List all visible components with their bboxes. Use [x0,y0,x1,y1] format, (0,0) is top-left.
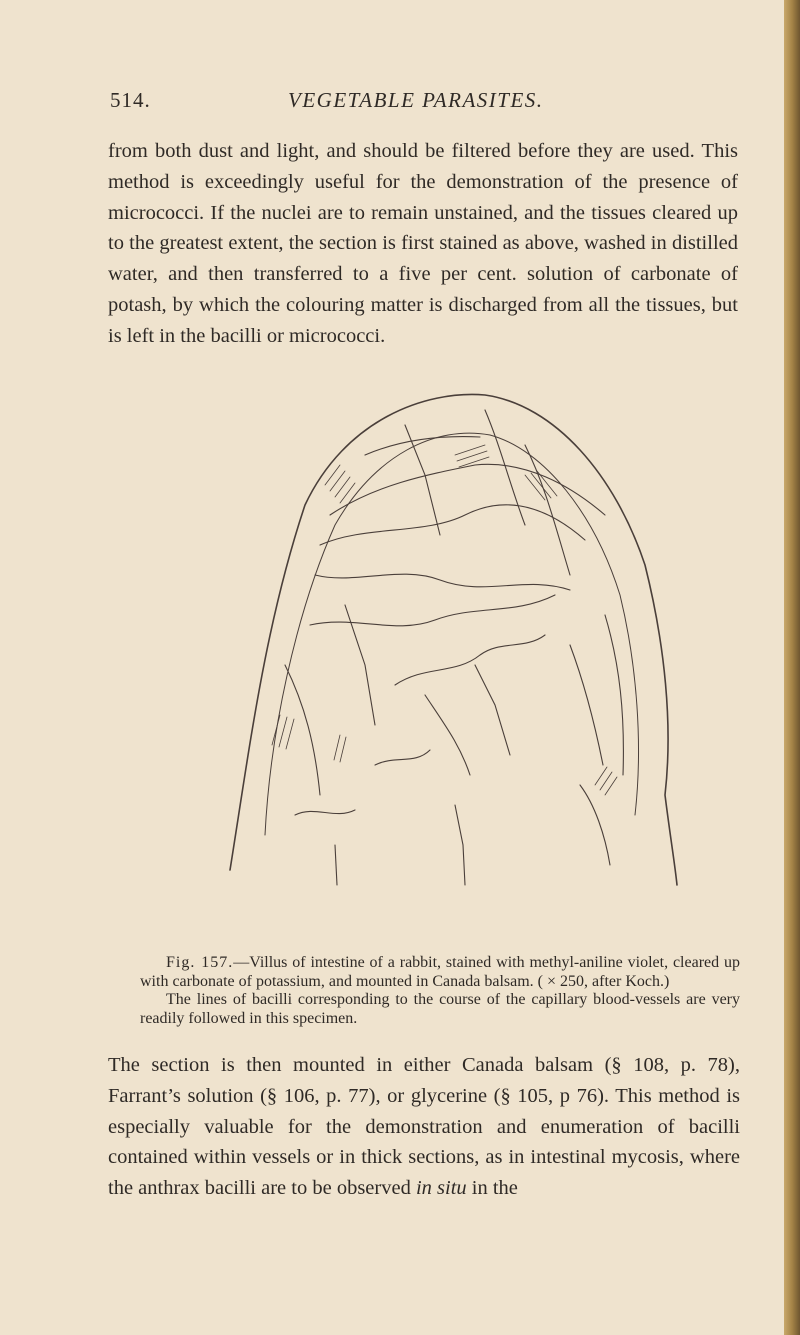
page-header [110,88,710,118]
figure-villus-illustration [225,365,680,920]
body-paragraph-bottom [108,1050,740,1204]
figure-label: Fig. 157. [166,954,234,971]
running-title: VEGETABLE PARASITES. [288,88,544,112]
page-number: 514. [110,88,151,112]
page-edge [784,0,800,1335]
figure-caption [140,954,740,1028]
caption-note: The lines of bacilli corresponding to the course of the capillary blood-vessels are very readily followed in this specimen. [140,991,740,1027]
body-paragraph-top: from both dust and light, and should be filtered before they are used. This method is exceedingly useful for the demonstration of the presence of micrococci. If the nuclei are to remain unstained, and the tissues cleared up to the greatest extent, the section is first stained as above, washed in distilled water, and then transferred to a five per cent. solution of carbonate of potash, by which the colouring matter is discharged from all the tissues, but is left in the bacilli or micrococci. [108,140,738,347]
in-situ-italic: in situ [415,1177,467,1200]
paragraph-bottom-tail: in the [471,1177,518,1200]
paragraph-bottom-text: The section is then mounted in either Canada balsam (§ 108, p. 78), Farrant’s solution (§ 106, p. 77), or glycerine (§ 105, p 76). This method is especially valuable for the demonstration and enumeration of bacilli contained within vessels or in thick sections, as in intestinal mycosis, where the anthrax bacilli are to be observed [108,1054,740,1200]
caption-text: —Villus of intestine of a rabbit, stained with methyl-aniline violet, cleared up with carbonate of potassium, and mounted in Canada balsam. ( × 250, after Koch.) [140,954,741,990]
caption-main [140,954,740,991]
